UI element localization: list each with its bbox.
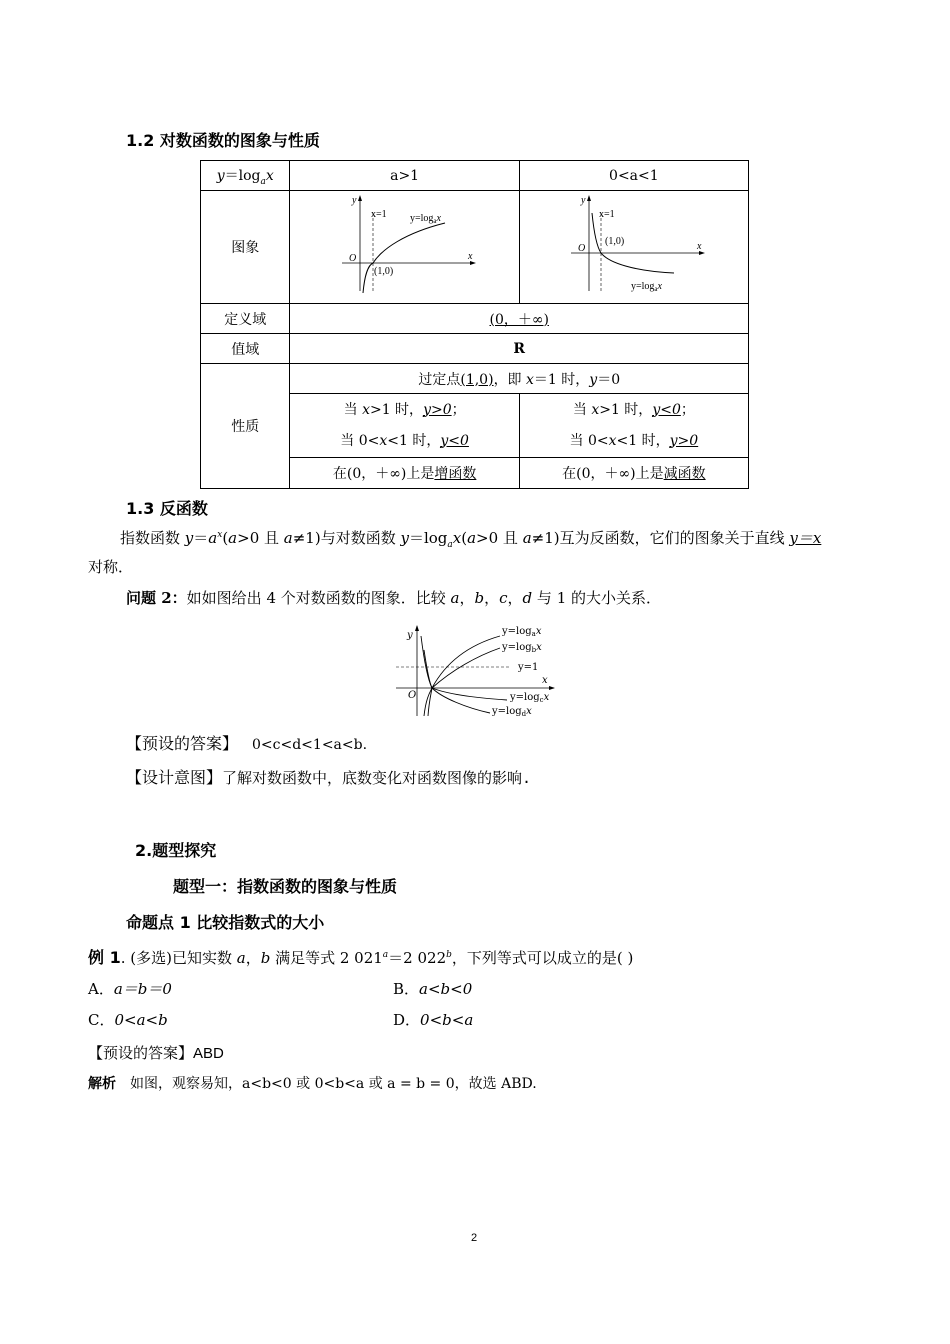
domain-value: (0，＋∞) [290, 304, 749, 334]
question-2-label: 问题 2： [126, 589, 187, 607]
graph-cell-a-lt-1 [519, 191, 748, 304]
graph-cell-a-gt-1 [290, 191, 519, 304]
section-1-2-title: 1.2 对数函数的图象与性质 [126, 131, 320, 150]
inverse-paragraph-line2: 对称． [88, 558, 134, 576]
point-1-title: 命题点 1 比较指数式的大小 [126, 913, 325, 932]
section-2-title: 2.题型探究 [135, 841, 217, 860]
curve-label: $y=\log_ax$ [630, 281, 662, 293]
inverse-paragraph-line1: 指数函数 $y=a^x(a>0$ 且 a≠1)与对数函数 $y=\log_ax(a>0$ 且 a≠1)互为反函数，它们的图象关于直线 y＝x [120, 529, 822, 550]
point-label: (1,0) [373, 266, 393, 277]
log-properties-table [200, 160, 749, 489]
axis-x-label: x [696, 241, 702, 252]
prop-line: 当 x>1 时，y<0； [572, 401, 695, 418]
prop-line: 当 x>1 时，y>0； [343, 401, 466, 418]
header-function: $y=\log_ax$ [201, 161, 290, 191]
line-x1-label: x=1 [598, 209, 615, 220]
row-label-graph: 图象 [201, 191, 290, 304]
axis-x-label: x [467, 251, 473, 262]
props-a-gt-1 [290, 394, 519, 458]
q2-design-intent: 【设计意图】了解对数函数中，底数变化对函数图像的影响. [126, 768, 532, 787]
origin-label: O [348, 253, 356, 264]
log-graph-a-lt-1 [559, 191, 709, 299]
q2-axis-y-label: y [407, 630, 413, 641]
point-label: (1,0) [604, 236, 625, 247]
line-x1-label: x=1 [370, 209, 387, 220]
example-1-label: 例 1 [88, 948, 121, 967]
mono-a-lt-1: 在(0，＋∞)上是减函数 [519, 458, 748, 489]
q2-label-b: $y=\log_bx$ [502, 642, 542, 654]
mono-a-gt-1: 在(0，＋∞)上是增函数 [290, 458, 519, 489]
option-b: B．a<b<0 [393, 980, 473, 998]
q2-y1-label: y=1 [518, 662, 539, 673]
fixed-point: 过定点(1,0)，即 x＝1 时，y＝0 [290, 364, 749, 394]
q2-axis-x-label: x [542, 675, 548, 686]
prop-line: 当 0<x<1 时，y>0 [569, 432, 699, 449]
q2-answer: 【预设的答案】 0<c<d<1<a<b. [126, 734, 368, 753]
q2-label-a: $y=\log_ax$ [502, 626, 542, 638]
row-label-props: 性质 [201, 364, 290, 489]
range-value: R [290, 334, 749, 364]
curve-label: $y=\log_ax$ [409, 213, 441, 225]
type-1-title: 题型一：指数函数的图象与性质 [173, 877, 398, 896]
origin-label: O [577, 243, 586, 254]
example-1: 例 1. (多选)已知实数 a，b 满足等式 2 $021^a=2$ 022$^b$，下列等式可以成立的是( ) [88, 948, 634, 967]
four-log-curves-graph [392, 620, 562, 720]
row-label-range: 值域 [201, 334, 290, 364]
q2-origin-label: O [408, 690, 417, 701]
props-a-lt-1 [519, 394, 748, 458]
option-c: C．0<a<b [88, 1011, 168, 1029]
example-1-answer: 【预设的答案】ABD [88, 1044, 224, 1062]
section-1-3-title: 1.3 反函数 [126, 499, 208, 518]
option-a: A．a＝b＝0 [88, 980, 172, 998]
q2-label-c: $y=\log_cx$ [510, 692, 550, 704]
prop-line: 当 0<x<1 时，y<0 [340, 432, 469, 449]
axis-y-label: y [580, 195, 586, 206]
header-a-lt-1: 0<a<1 [519, 161, 748, 191]
option-d: D．0<b<a [393, 1011, 474, 1029]
q2-label-d: $y=\log_dx$ [492, 706, 532, 718]
header-a-gt-1: a>1 [290, 161, 519, 191]
question-2: 问题 2：如如图给出 4 个对数函数的图象．比较 a，b，c，d 与 1 的大小关系． [126, 589, 662, 607]
page-number: 2 [471, 1232, 478, 1244]
log-graph-a-gt-1 [330, 191, 480, 299]
analysis: 解析 如图，观察易知，a<b<0 或 0<b<a 或 a = b = 0，故选 ABD. [88, 1076, 537, 1092]
analysis-label: 解析 [88, 1076, 116, 1092]
row-label-domain: 定义域 [201, 304, 290, 334]
axis-y-label: y [351, 195, 357, 206]
